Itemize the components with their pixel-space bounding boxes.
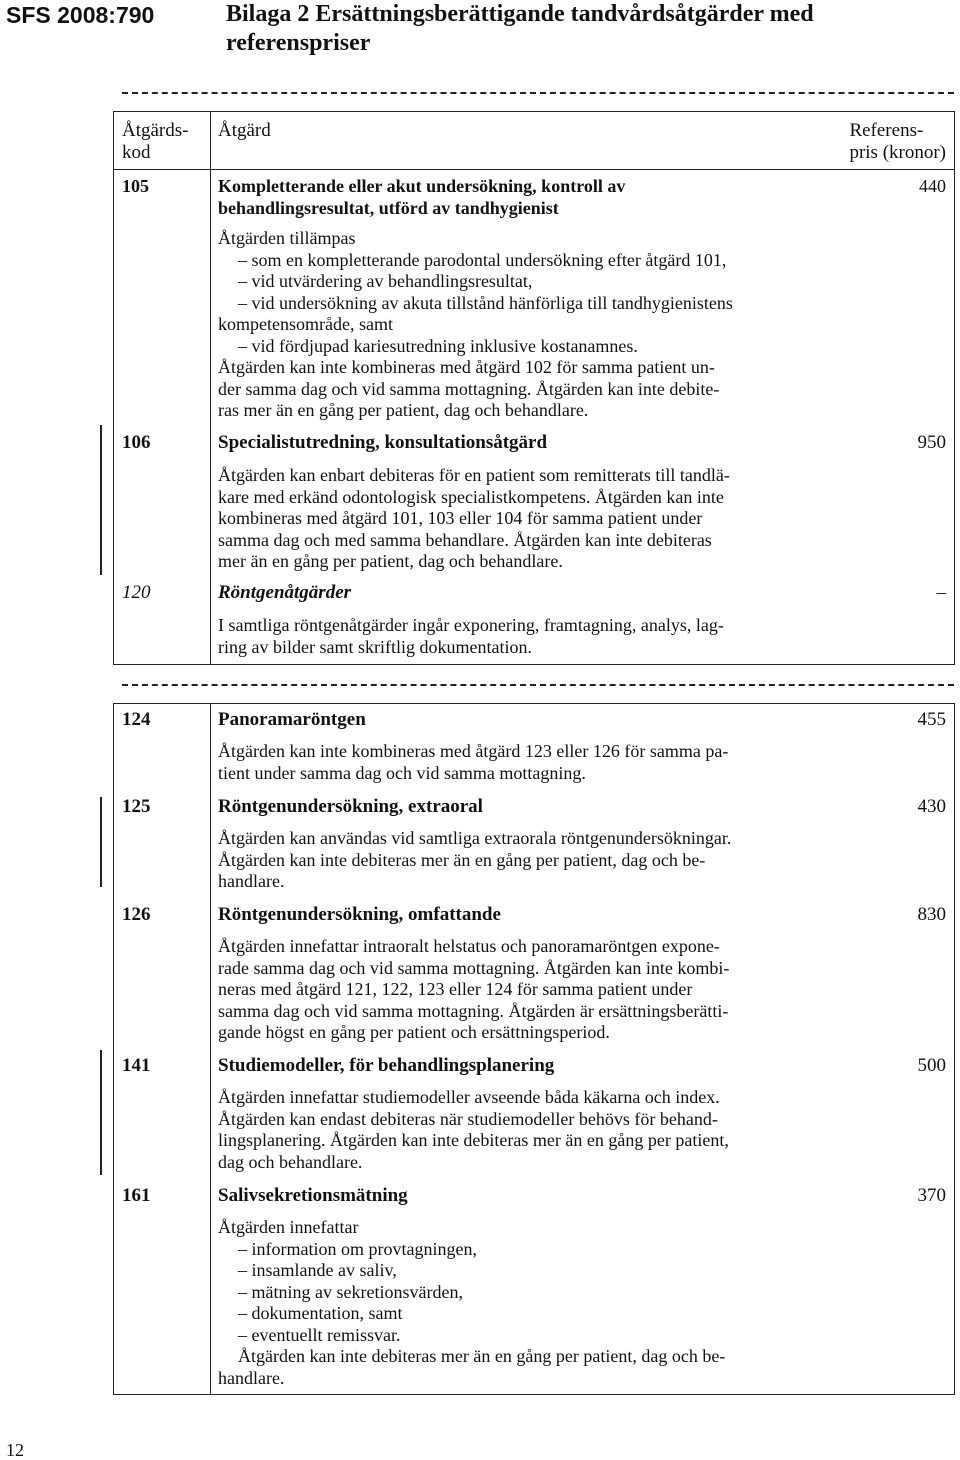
procedure-description: Åtgärden innefattar – information om provtagningen, – insamlande av saliv, – mätning av sekretionsvärden, – dokumentation, samt – eventuellt remissvar. Åtgärden kan inte debiteras mer än en gång per patient, dag och be- handlare. <box>218 1217 726 1388</box>
reference-price: 500 <box>917 1055 946 1076</box>
header-row-divider <box>114 169 954 170</box>
reference-price: 950 <box>917 432 946 453</box>
column-divider <box>210 704 211 1394</box>
procedure-description: Åtgärden tillämpas – som en kompletterande parodontal undersökning efter åtgärd 101, – vid utvärdering av behandlingsresultat, – vid undersökning av akuta tillstånd hänförliga till tandhygienistens kompetensområde, samt – vid fördjupad kariesutredning inklusive kostanamnes. Åtgärden kan inte kombineras med åtgärd 102 för samma patient un- der samma dag och vid samma mottagning. Åtgärden kan inte debite- ras mer än en gång per patient, dag och behandlare. <box>218 228 733 420</box>
procedure-title: Studiemodeller, för behandlingsplanering <box>218 1055 555 1076</box>
procedure-description: I samtliga röntgenåtgärder ingår exponering, framtagning, analys, lag- ring av bilder samt skriftlig dokumentation. <box>218 615 724 657</box>
column-header-code: Åtgärds- kod <box>122 120 189 163</box>
procedure-title: Salivsekretionsmätning <box>218 1185 408 1206</box>
procedure-title: Kompletterande eller akut undersökning, kontroll av behandlingsresultat, utförd av tandhygienist <box>218 176 626 218</box>
procedure-title: Röntgenundersökning, extraoral <box>218 796 483 817</box>
reference-price: 440 <box>919 176 946 196</box>
procedure-title: Specialistutredning, konsultationsåtgärd <box>218 432 548 453</box>
reference-price: – <box>936 582 946 603</box>
procedure-description: Åtgärden kan inte kombineras med åtgärd 123 eller 126 för samma pa- tient under samma dag och vid samma mottagning. <box>218 741 729 783</box>
column-header-action: Åtgärd <box>218 120 271 141</box>
procedure-table-2 <box>113 703 955 1395</box>
procedure-code: 125 <box>122 796 151 817</box>
column-divider <box>210 112 211 664</box>
reference-price: 455 <box>917 709 946 730</box>
document-reference: SFS 2008:790 <box>6 2 155 28</box>
procedure-code: 124 <box>122 709 151 730</box>
procedure-description: Åtgärden innefattar intraoralt helstatus och panoramaröntgen expone- rade samma dag och vid samma mottagning. Åtgärden kan inte kombi- neras med åtgärd 121, 122, 123 eller 124 för samma patient under samma dag och vid samma mottagning. Åtgärden är ersättningsberätti- gande högst en gång per patient och ersättningsperiod. <box>218 936 730 1042</box>
procedure-code: 105 <box>122 176 149 196</box>
procedure-code: 161 <box>122 1185 151 1206</box>
dashed-separator-top <box>122 92 954 94</box>
change-bar <box>100 425 102 575</box>
page-title-line-2: referenspriser <box>226 30 371 56</box>
reference-price: 370 <box>917 1185 946 1206</box>
procedure-title: Röntgenundersökning, omfattande <box>218 904 501 925</box>
dashed-separator-middle <box>122 684 954 686</box>
reference-price: 830 <box>917 904 946 925</box>
procedure-description: Åtgärden kan användas vid samtliga extraorala röntgenundersökningar. Åtgärden kan inte debiteras mer än en gång per patient, dag och be- handlare. <box>218 828 732 891</box>
change-bar <box>100 797 102 887</box>
procedure-code: 120 <box>122 582 151 603</box>
page-number: 12 <box>6 1440 24 1460</box>
page-title-line-1: Bilaga 2 Ersättningsberättigande tandvårdsåtgärder med <box>226 1 814 27</box>
procedure-code: 106 <box>122 432 151 453</box>
procedure-code: 141 <box>122 1055 151 1076</box>
change-bar <box>100 1050 102 1175</box>
procedure-description: Åtgärden kan enbart debiteras för en patient som remitterats till tandlä- kare med erkänd odontologisk specialistkompetens. Åtgärden kan inte kombineras med åtgärd 101, 103 eller 104 för samma patient under samma dag och med samma behandlare. Åtgärden kan inte debiteras mer än en gång per patient, dag och behandlare. <box>218 465 730 571</box>
page-title <box>226 0 946 58</box>
procedure-table-1 <box>113 111 955 665</box>
column-header-reference-price: Referens- pris (kronor) <box>849 120 946 163</box>
procedure-title: Panoramaröntgen <box>218 709 366 730</box>
procedure-title: Röntgenåtgärder <box>218 582 352 603</box>
procedure-description: Åtgärden innefattar studiemodeller avseende båda käkarna och index. Åtgärden kan endast debiteras när studiemodeller behövs för behand- lingsplanering. Åtgärden kan inte debiteras mer än en gång per patient, dag och behandlare. <box>218 1087 729 1172</box>
procedure-code: 126 <box>122 904 151 925</box>
reference-price: 430 <box>917 796 946 817</box>
